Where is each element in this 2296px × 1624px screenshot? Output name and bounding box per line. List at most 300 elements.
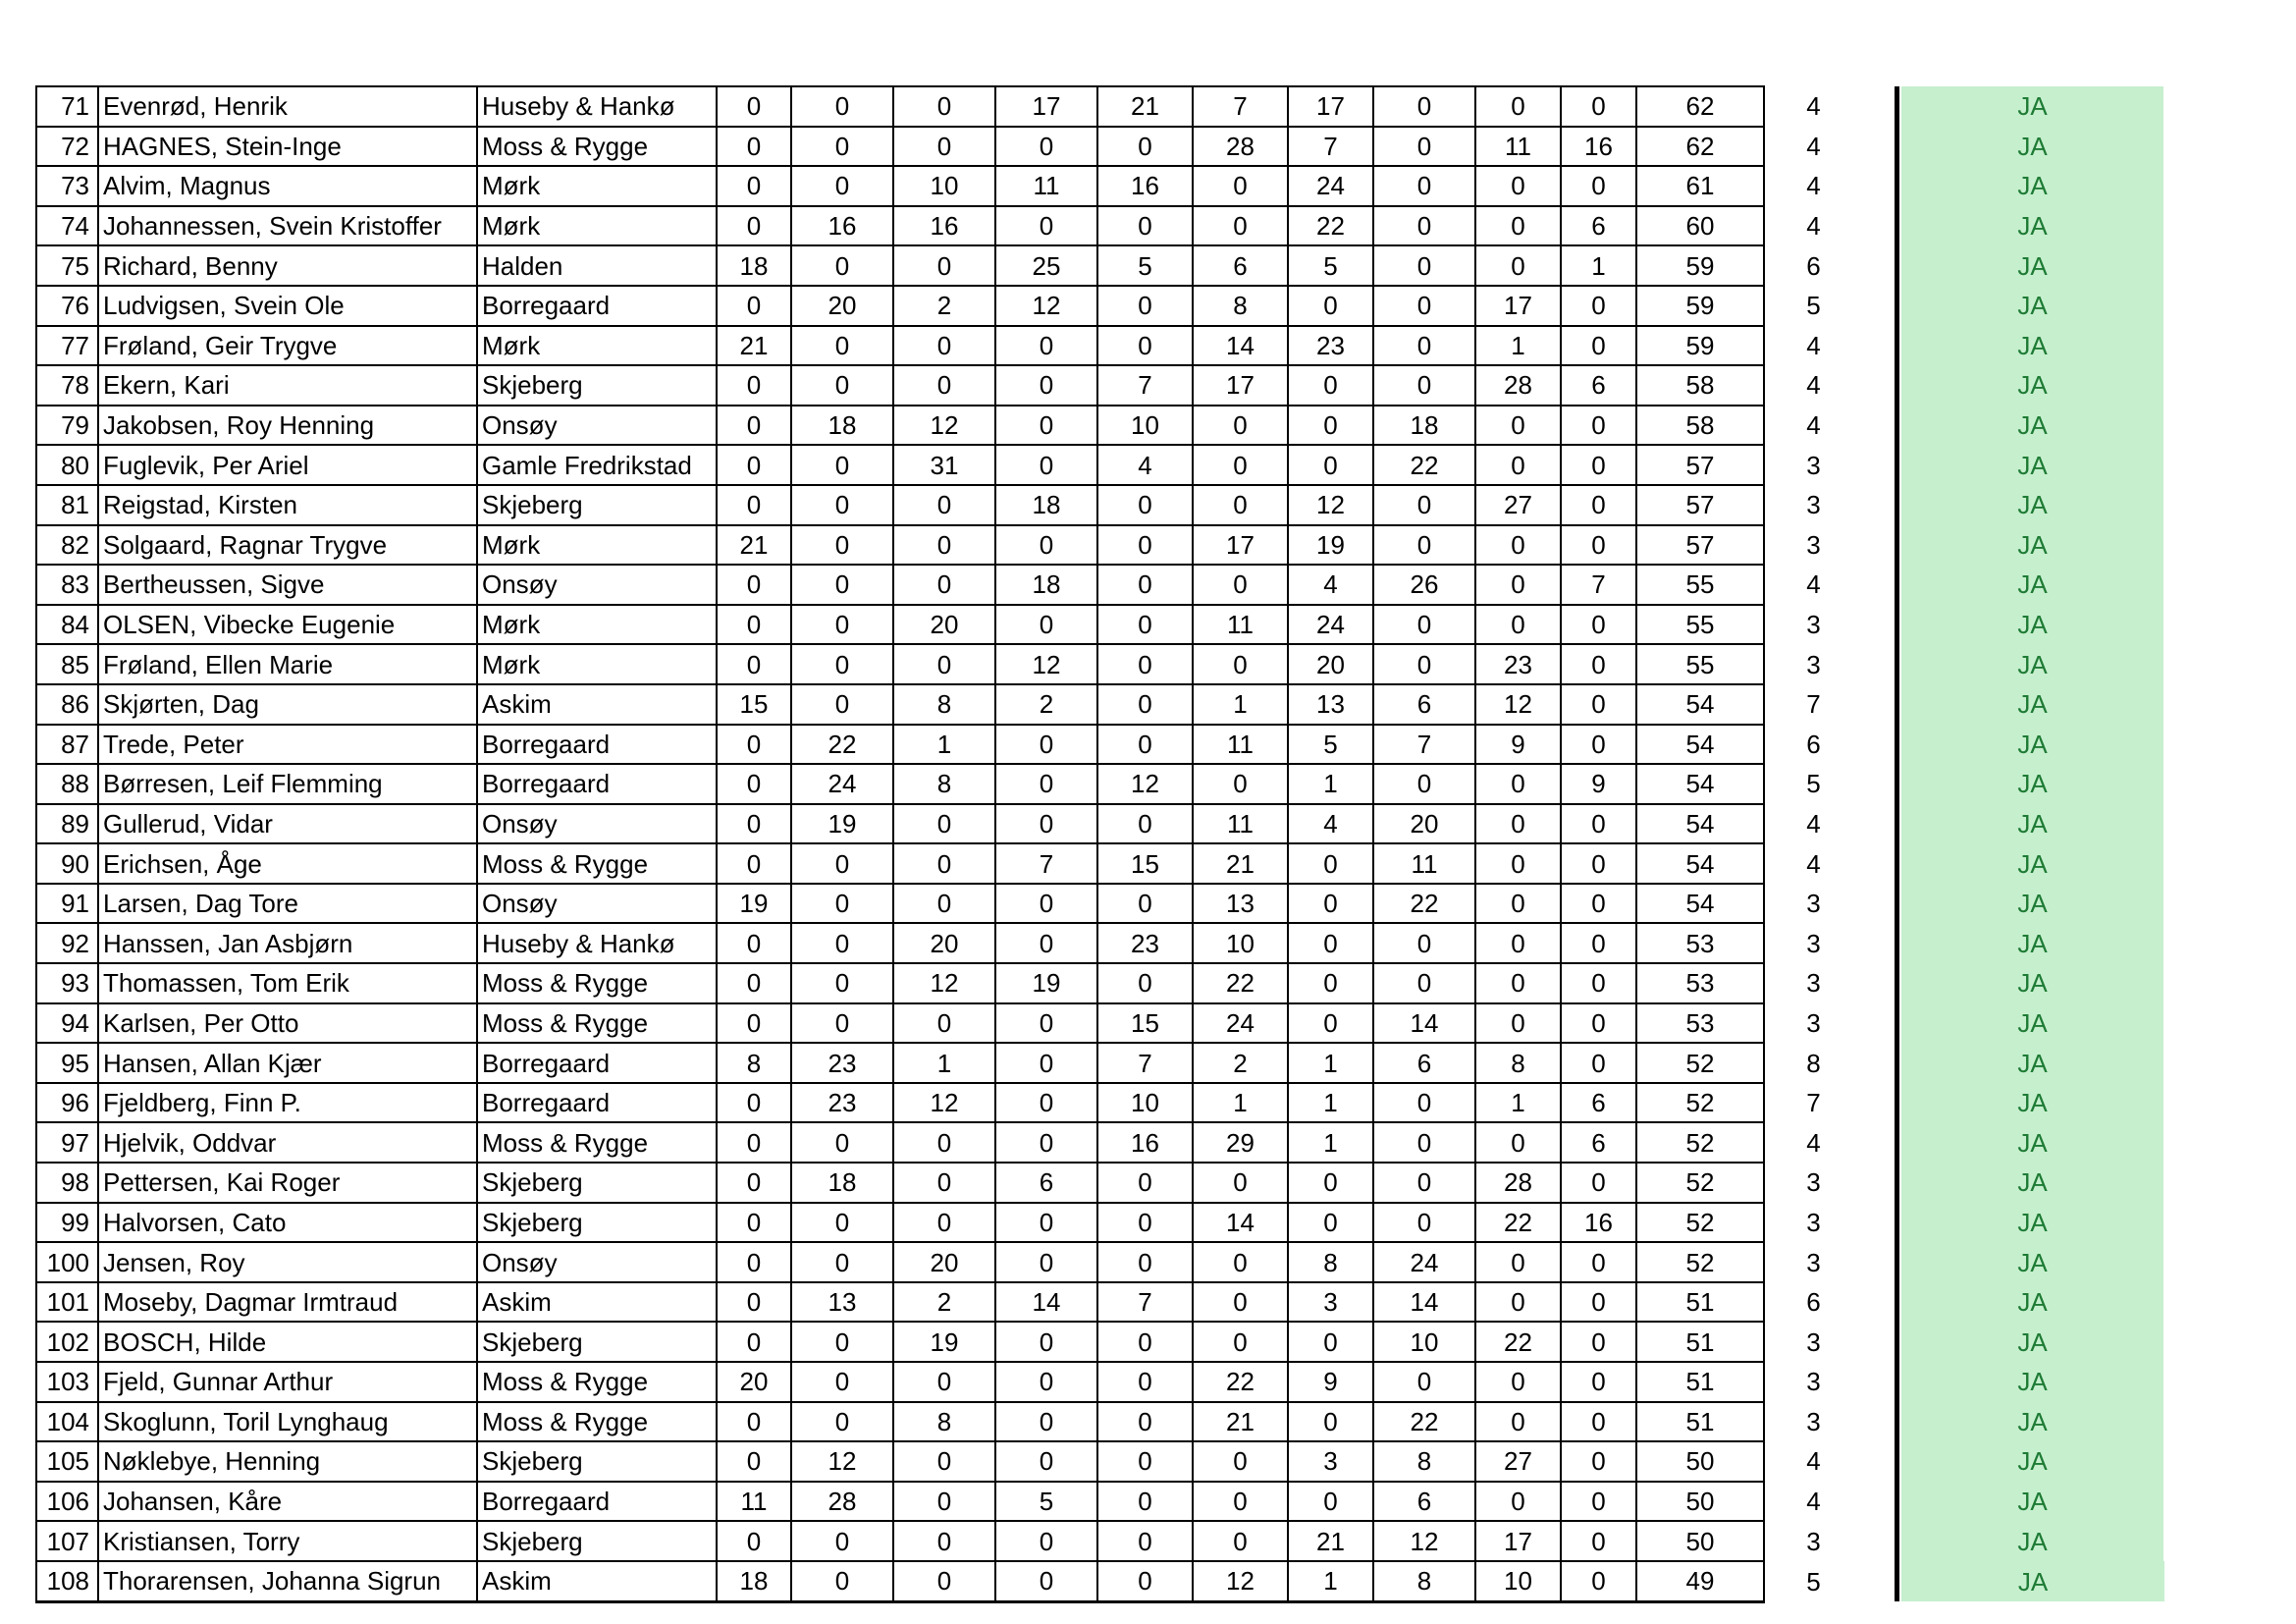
name-cell: Ekern, Kari: [98, 365, 477, 406]
score-cell: 0: [791, 365, 893, 406]
rank-cell: 75: [36, 245, 98, 286]
score-cell: 28: [1475, 1163, 1561, 1203]
score-cell: 20: [893, 923, 995, 963]
score-cell: 0: [995, 923, 1097, 963]
status-cell: JA: [1901, 644, 2164, 684]
count-cell: 3: [1806, 529, 1821, 560]
score-cell: 0: [1288, 365, 1373, 406]
count-cell: 4: [1806, 370, 1821, 401]
score-cell: 0: [1561, 605, 1636, 645]
score-cell: 1: [1288, 764, 1373, 804]
score-cell: 16: [1561, 127, 1636, 167]
spacer-cell: [1862, 764, 1896, 804]
name-cell: Jakobsen, Roy Henning: [98, 406, 477, 446]
score-cell: 0: [1097, 804, 1193, 844]
count-cell: 3: [1806, 1406, 1821, 1436]
score-cell: 0: [893, 127, 995, 167]
spacer-cell: [1862, 1043, 1896, 1083]
score-cell: 0: [893, 525, 995, 566]
score-cell: 21: [717, 525, 791, 566]
count-cell: 4: [1806, 330, 1821, 360]
table-row: [36, 166, 2164, 206]
score-cell: 0: [995, 1402, 1097, 1442]
score-cell: 0: [995, 127, 1097, 167]
status-cell: JA: [1901, 1282, 2164, 1323]
score-cell: 7: [995, 843, 1097, 884]
rank-cell: 71: [36, 86, 98, 127]
count-cell: 5: [1806, 291, 1821, 321]
score-cell: 0: [791, 1203, 893, 1243]
rank-cell: 79: [36, 406, 98, 446]
score-cell: 5: [1288, 245, 1373, 286]
status-cell: JA: [1901, 1242, 2164, 1282]
results-table: [35, 85, 2165, 1603]
club-cell: Moss & Rygge: [477, 1003, 717, 1044]
score-cell: 0: [995, 1322, 1097, 1362]
total-cell: 57: [1636, 485, 1764, 525]
spacer-cell: [1862, 1083, 1896, 1123]
name-cell: Pettersen, Kai Roger: [98, 1163, 477, 1203]
club-cell: Gamle Fredrikstad: [477, 445, 717, 485]
score-cell: 0: [1373, 86, 1475, 127]
score-cell: 0: [1561, 1043, 1636, 1083]
rank-cell: 107: [36, 1521, 98, 1561]
score-cell: 0: [1561, 485, 1636, 525]
rank-cell: 83: [36, 565, 98, 605]
score-cell: 0: [717, 485, 791, 525]
score-cell: 0: [1193, 1441, 1288, 1482]
score-cell: 14: [1193, 326, 1288, 366]
name-cell: Thomassen, Tom Erik: [98, 963, 477, 1003]
score-cell: 0: [1475, 1122, 1561, 1163]
score-cell: 27: [1475, 1441, 1561, 1482]
score-cell: 0: [1475, 166, 1561, 206]
club-cell: Huseby & Hankø: [477, 923, 717, 963]
status-cell: JA: [1901, 1441, 2164, 1482]
total-cell: 61: [1636, 166, 1764, 206]
score-cell: 5: [995, 1482, 1097, 1522]
rank-cell: 73: [36, 166, 98, 206]
score-cell: 5: [1288, 725, 1373, 765]
status-cell: JA: [1901, 525, 2164, 566]
score-cell: 0: [791, 1521, 893, 1561]
score-cell: 0: [1475, 884, 1561, 924]
rank-cell: 103: [36, 1362, 98, 1402]
score-cell: 0: [791, 1122, 893, 1163]
name-cell: Skjørten, Dag: [98, 684, 477, 725]
club-cell: Skjeberg: [477, 485, 717, 525]
status-cell: JA: [1901, 1122, 2164, 1163]
score-cell: 0: [1561, 1282, 1636, 1323]
club-cell: Askim: [477, 1561, 717, 1601]
rank-cell: 106: [36, 1482, 98, 1522]
score-cell: 0: [893, 1441, 995, 1482]
rank-cell: 84: [36, 605, 98, 645]
score-cell: 0: [791, 1362, 893, 1402]
score-cell: 0: [717, 1441, 791, 1482]
rank-cell: 91: [36, 884, 98, 924]
score-cell: 0: [995, 1242, 1097, 1282]
spacer-cell: [1862, 406, 1896, 446]
table-row: [36, 1402, 2164, 1442]
name-cell: Fuglevik, Per Ariel: [98, 445, 477, 485]
table-row: [36, 565, 2164, 605]
name-cell: Thorarensen, Johanna Sigrun: [98, 1561, 477, 1601]
rank-cell: 98: [36, 1163, 98, 1203]
club-cell: Mørk: [477, 206, 717, 246]
score-cell: 19: [1288, 525, 1373, 566]
spacer-cell: [1862, 1482, 1896, 1522]
score-cell: 0: [1373, 485, 1475, 525]
score-cell: 2: [893, 286, 995, 326]
rank-cell: 85: [36, 644, 98, 684]
score-cell: 0: [717, 804, 791, 844]
table-row: [36, 1163, 2164, 1203]
score-cell: 0: [1475, 804, 1561, 844]
score-cell: 0: [1288, 1482, 1373, 1522]
score-cell: 0: [995, 1561, 1097, 1601]
score-cell: 0: [1373, 326, 1475, 366]
score-cell: 0: [1288, 286, 1373, 326]
score-cell: 0: [717, 1322, 791, 1362]
rank-cell: 105: [36, 1441, 98, 1482]
score-cell: 21: [1193, 1402, 1288, 1442]
status-cell: JA: [1901, 764, 2164, 804]
total-cell: 54: [1636, 764, 1764, 804]
score-cell: 0: [893, 1003, 995, 1044]
score-cell: 0: [893, 565, 995, 605]
score-cell: 0: [1561, 1521, 1636, 1561]
count-cell: 8: [1806, 1048, 1821, 1078]
score-cell: 16: [791, 206, 893, 246]
score-cell: 0: [893, 1122, 995, 1163]
status-cell: JA: [1901, 245, 2164, 286]
spacer-cell: [1862, 86, 1896, 127]
count-cell: 6: [1806, 729, 1821, 759]
score-cell: 13: [791, 1282, 893, 1323]
count-cell: 3: [1806, 1367, 1821, 1397]
score-cell: 0: [1288, 1322, 1373, 1362]
score-cell: 6: [1561, 1083, 1636, 1123]
table-row: [36, 684, 2164, 725]
score-cell: 24: [1288, 166, 1373, 206]
score-cell: 1: [893, 1043, 995, 1083]
score-cell: 22: [1475, 1203, 1561, 1243]
count-cell: 6: [1806, 250, 1821, 281]
spacer-cell: [1862, 127, 1896, 167]
score-cell: 6: [1373, 1482, 1475, 1522]
count-cell: 4: [1806, 1487, 1821, 1517]
score-cell: 0: [1373, 286, 1475, 326]
table-row: [36, 406, 2164, 446]
score-cell: 11: [995, 166, 1097, 206]
score-cell: 0: [1288, 884, 1373, 924]
score-cell: 16: [893, 206, 995, 246]
score-cell: 10: [1193, 923, 1288, 963]
club-cell: Moss & Rygge: [477, 1402, 717, 1442]
score-cell: 28: [791, 1482, 893, 1522]
score-cell: 7: [1097, 1282, 1193, 1323]
status-cell: JA: [1901, 485, 2164, 525]
club-cell: Skjeberg: [477, 1163, 717, 1203]
count-cell: 3: [1806, 649, 1821, 679]
score-cell: 0: [791, 485, 893, 525]
name-cell: Erichsen, Åge: [98, 843, 477, 884]
score-cell: 0: [1561, 1003, 1636, 1044]
table-row: [36, 365, 2164, 406]
score-cell: 0: [893, 1561, 995, 1601]
table-row: [36, 525, 2164, 566]
status-cell: JA: [1901, 1003, 2164, 1044]
score-cell: 0: [1561, 286, 1636, 326]
count-cell: 5: [1806, 769, 1821, 799]
score-cell: 0: [1561, 326, 1636, 366]
score-cell: 17: [1193, 365, 1288, 406]
score-cell: 0: [1475, 923, 1561, 963]
spacer-cell: [1862, 605, 1896, 645]
score-cell: 0: [717, 1242, 791, 1282]
score-cell: 12: [893, 1083, 995, 1123]
status-cell: JA: [1901, 365, 2164, 406]
score-cell: 24: [1288, 605, 1373, 645]
score-cell: 0: [1097, 1322, 1193, 1362]
count-cell: 3: [1806, 1326, 1821, 1357]
score-cell: 21: [1097, 86, 1193, 127]
score-cell: 0: [1561, 923, 1636, 963]
table-row: [36, 1122, 2164, 1163]
score-cell: 0: [717, 644, 791, 684]
spacer-cell: [1862, 1242, 1896, 1282]
club-cell: Askim: [477, 684, 717, 725]
status-cell: JA: [1901, 684, 2164, 725]
score-cell: 17: [1193, 525, 1288, 566]
score-cell: 0: [1561, 406, 1636, 446]
score-cell: 13: [1193, 884, 1288, 924]
score-cell: 0: [1193, 485, 1288, 525]
score-cell: 19: [995, 963, 1097, 1003]
score-cell: 9: [1475, 725, 1561, 765]
spacer-cell: [1862, 565, 1896, 605]
spacer-cell: [1862, 206, 1896, 246]
score-cell: 14: [1373, 1282, 1475, 1323]
count-cell: 4: [1806, 808, 1821, 839]
score-cell: 0: [893, 326, 995, 366]
score-cell: 0: [1193, 644, 1288, 684]
score-cell: 0: [791, 1242, 893, 1282]
score-cell: 6: [995, 1163, 1097, 1203]
score-cell: 0: [1561, 843, 1636, 884]
score-cell: 0: [791, 127, 893, 167]
score-cell: 21: [717, 326, 791, 366]
rank-cell: 92: [36, 923, 98, 963]
score-cell: 0: [1097, 605, 1193, 645]
spacer-cell: [1862, 525, 1896, 566]
score-cell: 0: [1097, 684, 1193, 725]
score-cell: 0: [1097, 1402, 1193, 1442]
club-cell: Mørk: [477, 525, 717, 566]
club-cell: Skjeberg: [477, 1203, 717, 1243]
status-cell: JA: [1901, 326, 2164, 366]
score-cell: 0: [1475, 445, 1561, 485]
score-cell: 0: [1097, 565, 1193, 605]
name-cell: Halvorsen, Cato: [98, 1203, 477, 1243]
total-cell: 54: [1636, 884, 1764, 924]
score-cell: 12: [1193, 1561, 1288, 1601]
total-cell: 58: [1636, 365, 1764, 406]
count-cell: 3: [1806, 1207, 1821, 1237]
score-cell: 0: [791, 605, 893, 645]
status-cell: JA: [1901, 1521, 2164, 1561]
score-cell: 0: [1561, 725, 1636, 765]
name-cell: Karlsen, Per Otto: [98, 1003, 477, 1044]
score-cell: 0: [1373, 127, 1475, 167]
club-cell: Onsøy: [477, 804, 717, 844]
table-row: [36, 1482, 2164, 1522]
status-cell: JA: [1901, 923, 2164, 963]
score-cell: 16: [1097, 166, 1193, 206]
total-cell: 51: [1636, 1402, 1764, 1442]
score-cell: 19: [893, 1322, 995, 1362]
score-cell: 1: [1193, 684, 1288, 725]
club-cell: Onsøy: [477, 884, 717, 924]
club-cell: Moss & Rygge: [477, 1122, 717, 1163]
score-cell: 0: [1475, 1482, 1561, 1522]
name-cell: Gullerud, Vidar: [98, 804, 477, 844]
score-cell: 18: [717, 1561, 791, 1601]
table-row: [36, 326, 2164, 366]
score-cell: 22: [1288, 206, 1373, 246]
score-cell: 0: [717, 206, 791, 246]
score-cell: 0: [1561, 644, 1636, 684]
score-cell: 0: [1561, 86, 1636, 127]
status-cell: JA: [1901, 166, 2164, 206]
score-cell: 8: [1373, 1441, 1475, 1482]
club-cell: Borregaard: [477, 764, 717, 804]
score-cell: 0: [893, 1521, 995, 1561]
name-cell: Johansen, Kåre: [98, 1482, 477, 1522]
name-cell: Børresen, Leif Flemming: [98, 764, 477, 804]
score-cell: 3: [1288, 1282, 1373, 1323]
score-cell: 0: [893, 365, 995, 406]
rank-cell: 99: [36, 1203, 98, 1243]
count-cell: 4: [1806, 410, 1821, 441]
club-cell: Huseby & Hankø: [477, 86, 717, 127]
status-cell: JA: [1901, 804, 2164, 844]
score-cell: 0: [1288, 1003, 1373, 1044]
score-cell: 0: [717, 764, 791, 804]
score-cell: 0: [893, 1163, 995, 1203]
score-cell: 0: [1475, 245, 1561, 286]
score-cell: 0: [1561, 963, 1636, 1003]
club-cell: Borregaard: [477, 725, 717, 765]
name-cell: Hansen, Allan Kjær: [98, 1043, 477, 1083]
score-cell: 0: [1475, 86, 1561, 127]
score-cell: 0: [1373, 764, 1475, 804]
spacer-cell: [1862, 1521, 1896, 1561]
count-cell: 4: [1806, 848, 1821, 879]
score-cell: 16: [1097, 1122, 1193, 1163]
total-cell: 52: [1636, 1083, 1764, 1123]
score-cell: 0: [1561, 525, 1636, 566]
score-cell: 16: [1561, 1203, 1636, 1243]
score-cell: 0: [995, 365, 1097, 406]
status-cell: JA: [1901, 1083, 2164, 1123]
score-cell: 18: [791, 1163, 893, 1203]
count-cell: 3: [1806, 889, 1821, 919]
score-cell: 17: [1475, 286, 1561, 326]
spacer-cell: [1862, 445, 1896, 485]
score-cell: 0: [893, 1362, 995, 1402]
table-row: [36, 1561, 2164, 1601]
score-cell: 18: [995, 485, 1097, 525]
rank-cell: 78: [36, 365, 98, 406]
rank-cell: 93: [36, 963, 98, 1003]
table-row: [36, 884, 2164, 924]
score-cell: 0: [1097, 725, 1193, 765]
score-cell: 0: [1288, 1203, 1373, 1243]
score-cell: 11: [717, 1482, 791, 1522]
score-cell: 4: [1097, 445, 1193, 485]
table-row: [36, 804, 2164, 844]
score-cell: 0: [791, 923, 893, 963]
spacer-cell: [1862, 166, 1896, 206]
total-cell: 55: [1636, 605, 1764, 645]
score-cell: 23: [1097, 923, 1193, 963]
score-cell: 0: [791, 1322, 893, 1362]
count-cell: 4: [1806, 1127, 1821, 1158]
score-cell: 0: [1097, 1482, 1193, 1522]
score-cell: 0: [995, 1043, 1097, 1083]
status-cell: JA: [1901, 1402, 2164, 1442]
table-row: [36, 725, 2164, 765]
score-cell: 0: [717, 1402, 791, 1442]
score-cell: 0: [717, 923, 791, 963]
score-cell: 8: [1475, 1043, 1561, 1083]
count-cell: 3: [1806, 1007, 1821, 1038]
score-cell: 7: [1193, 86, 1288, 127]
score-cell: 0: [791, 86, 893, 127]
name-cell: Evenrød, Henrik: [98, 86, 477, 127]
score-cell: 19: [717, 884, 791, 924]
score-cell: 0: [791, 1003, 893, 1044]
score-cell: 22: [1193, 1362, 1288, 1402]
score-cell: 0: [995, 326, 1097, 366]
score-cell: 0: [1475, 1282, 1561, 1323]
name-cell: Skoglunn, Toril Lynghaug: [98, 1402, 477, 1442]
score-cell: 0: [1561, 884, 1636, 924]
rank-cell: 86: [36, 684, 98, 725]
name-cell: Hjelvik, Oddvar: [98, 1122, 477, 1163]
total-cell: 52: [1636, 1122, 1764, 1163]
score-cell: 12: [893, 406, 995, 446]
score-cell: 8: [893, 1402, 995, 1442]
score-cell: 0: [1097, 963, 1193, 1003]
score-cell: 0: [1373, 1122, 1475, 1163]
spacer-cell: [1862, 1322, 1896, 1362]
score-cell: 0: [791, 963, 893, 1003]
score-cell: 0: [1097, 206, 1193, 246]
score-cell: 0: [1373, 206, 1475, 246]
rank-cell: 96: [36, 1083, 98, 1123]
total-cell: 50: [1636, 1521, 1764, 1561]
score-cell: 0: [1475, 1402, 1561, 1442]
score-cell: 0: [893, 804, 995, 844]
score-cell: 0: [717, 365, 791, 406]
spacer-cell: [1862, 843, 1896, 884]
score-cell: 10: [893, 166, 995, 206]
count-cell: 6: [1806, 1287, 1821, 1318]
name-cell: Reigstad, Kirsten: [98, 485, 477, 525]
